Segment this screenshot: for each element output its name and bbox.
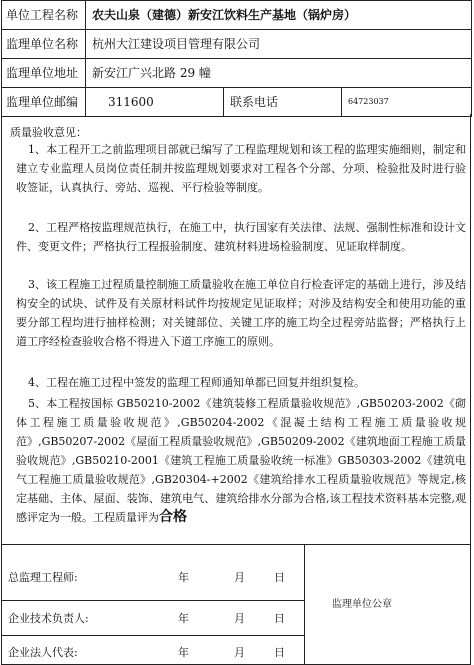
quality-opinion-section [1,114,471,545]
opinion-paragraph-5-text: 5、本工程按国标 GB50210-2002《建筑装修工程质量验收规范》,GB50203-2002《砌体工程施工质量验收规范》,GB50204-2002《混凝土结构工程施工质量验收规范》,GB50207-2002《屋面工程质量验收规范》,GB50209-2002《建筑地面工程施工质量验收规范》,GB50210-2001《建筑工程施工质量验收统一标准》GB50303-2002《建筑电气工程施工质量验收规范》,GB20304-+2002《建筑给排水工程质量验收规范》等规定,核定基础、主体、屋面、装饰、建筑电气、建筑给排水分部为合格,该工程技术资料基本完整,观感评定为一般。工程质量评为 [16,397,466,524]
address-row [2,59,472,88]
quality-result: 合格 [159,509,187,525]
legal-year: 年 [178,646,189,659]
address-value: 新安江广兴北路 29 幢 [86,59,472,88]
legal-rep-label: 企业法人代表: [8,646,78,659]
address-label: 监理单位地址 [2,59,86,88]
postcode-row [2,88,472,117]
chief-year: 年 [178,571,189,584]
chief-engineer-label: 总监理工程师: [8,571,78,584]
tech-year: 年 [178,612,189,625]
phone-label: 联系电话 [224,88,342,117]
unit-name-row [2,30,472,59]
chief-day: 日 [274,571,285,584]
chief-month: 月 [234,571,245,584]
header-table [1,0,472,117]
opinion-paragraph-2: 2、工程严格按监理规范执行，在施工中，执行国家有关法律、法规、强制性标准和设计文件、变更文件；严格执行工程报验制度、建筑材料进场检验制度、见证取样制度。 [16,221,466,253]
opinion-paragraph-3: 3、该工程施工过程质量控制施工质量验收在施工单位自行检查评定的基础上进行，涉及结构安全的试块、试件及有关原材料试件均按规定见证取样；对涉及结构安全和使用功能的重要分部工程均进行抽样检测；对关键部位、关键工序的施工均全过程旁站监督；严格执行上道工序经检查验收合格不得进入下道工序施工的原则。 [16,278,466,348]
signature-section [1,544,471,665]
row-divider-1 [2,600,304,601]
seal-label: 监理单位公章 [332,599,392,610]
opinion-paragraph-4: 4、工程在施工过程中签发的监理工程师通知单都已回复并组织复检。 [28,376,365,389]
row-divider-2 [2,635,304,636]
acceptance-form [1,0,471,664]
tech-day: 日 [274,612,285,625]
tech-director-label: 企业技术负责人: [8,612,89,625]
unit-name-value: 杭州大江建设项目管理有限公司 [86,30,472,59]
legal-day: 日 [274,646,285,659]
phone-value: 64723037 [342,88,472,117]
opinion-paragraph-5 [16,394,466,527]
postcode-value: 311600 [86,88,224,117]
opinion-paragraph-1: 1、本工程开工之前监理项目部就已编写了工程监理规划和该工程的监理实施细则，制定和建立专业监理人员岗位责任制并按监理规划要求对工程各个分部、分项、检验批及时进行验收签证，认真执行、旁站、巡视、平行检验等制度。 [16,143,466,194]
unit-name-label: 监理单位名称 [2,30,86,59]
postcode-label: 监理单位邮编 [2,88,86,117]
project-row [2,1,472,30]
tech-month: 月 [234,612,245,625]
opinion-title: 质量验收意见： [10,126,87,139]
legal-month: 月 [234,646,245,659]
project-label: 单位工程名称 [2,1,86,30]
project-value: 农夫山泉（建德）新安江饮料生产基地（锅炉房） [86,1,472,30]
vertical-divider [304,544,305,664]
